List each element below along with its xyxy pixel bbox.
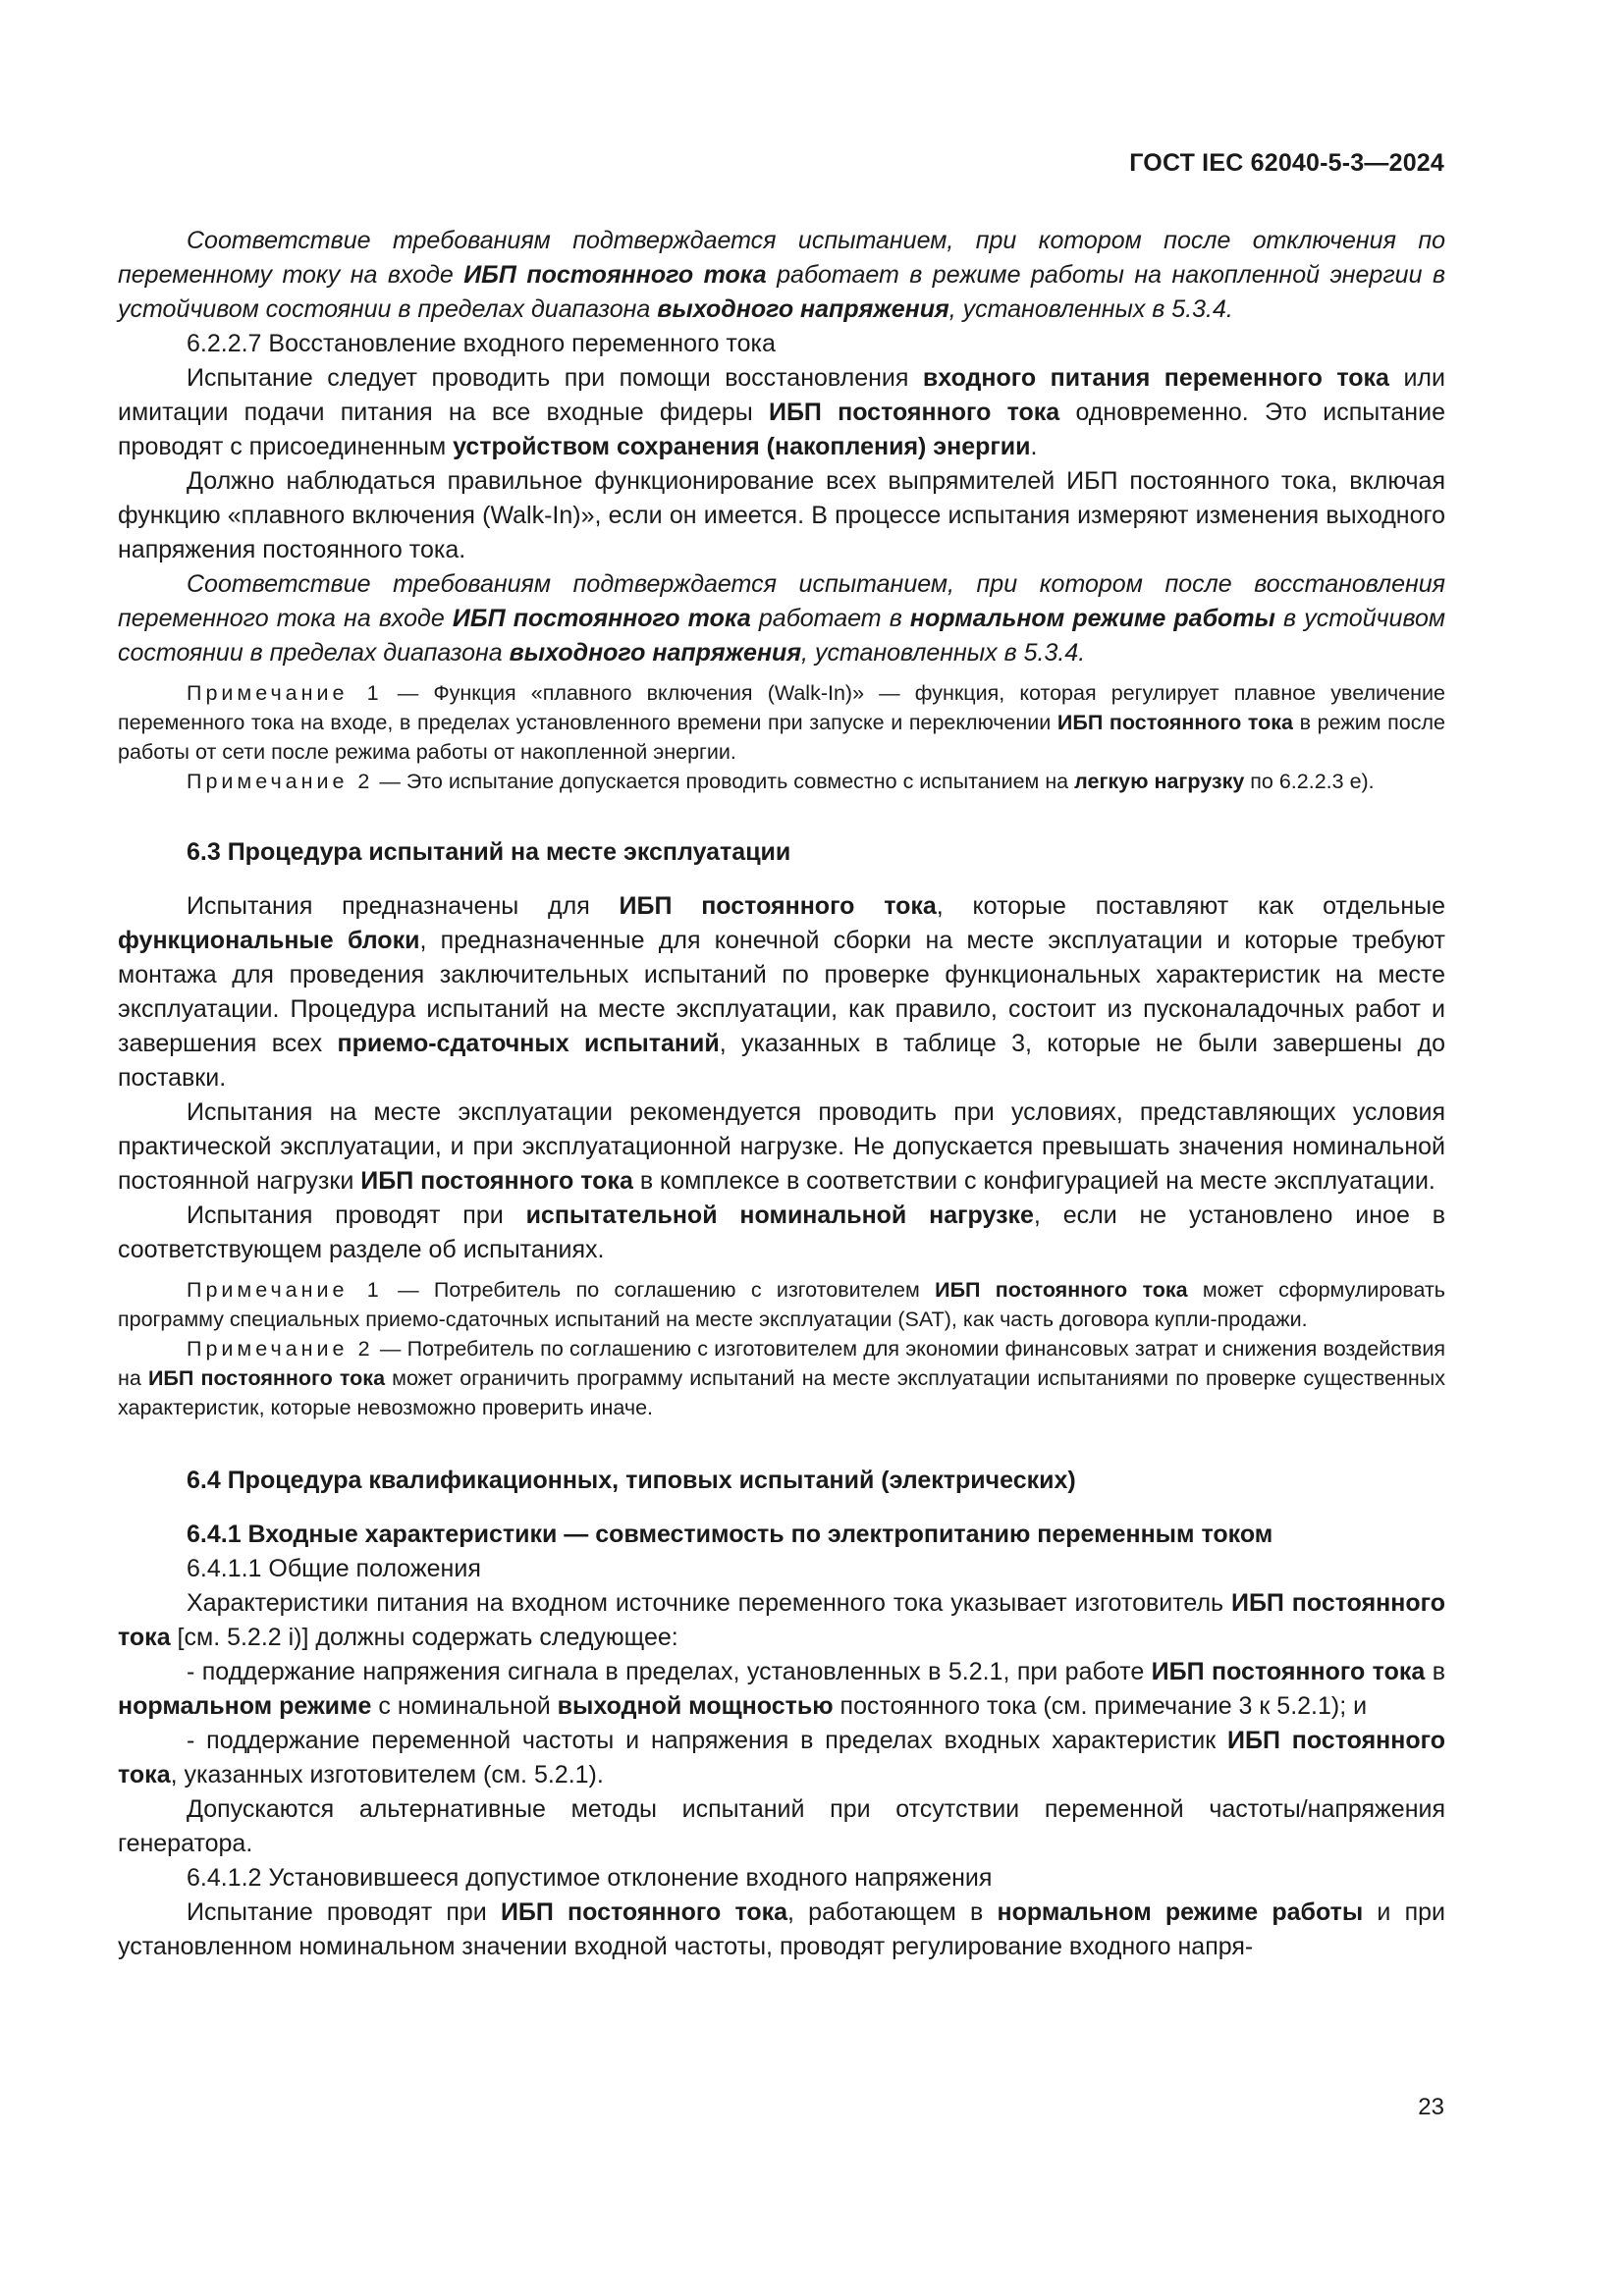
subsection-title-6-4-1-2: 6.4.1.2 Установившееся допустимое отклонение входного напряжения [187,1864,993,1892]
page-number: 23 [1418,2094,1444,2120]
paragraph-641-1: Характеристики питания на входном источнике переменного тока указывает изготовитель ИБП постоянного тока [см. 5.2.2 i)] должны содержать следующее: [118,1589,1445,1651]
list-item-641-1: - поддержание напряжения сигнала в пределах, установленных в 5.2.1, при работе ИБП постоянного тока в нормальном режиме с номинальной выходной мощностью постоянного тока (см. примечание 3 к 5.2.1); и [118,1658,1445,1720]
paragraph-63-1: Испытания предназначены для ИБП постоянного тока, которые поставляют как отдельные функциональные блоки, предназначенные для конечной сборки на месте эксплуатации и которые требуют монтажа для проведения заключительных испытаний по проверке функциональных характеристик на месте эксплуатации. Процедура испытаний на месте эксплуатации, как правило, состоит из пусконаладочных работ и завершения всех приемо-сдаточных испытаний, указанных в таблице 3, которые не были завершены до поставки. [118,892,1445,1092]
paragraph-6227-2: Должно наблюдаться правильное функционирование всех выпрямителей ИБП постоянного тока, включая функцию «плавного включения (Walk-In)», если он имеется. В процессе испытания измеряют изменения выходного напряжения постоянного тока. [118,467,1445,563]
standard-header: ГОСТ IEC 62040-5-3—2024 [1129,149,1444,177]
subsection-title-6227: 6.2.2.7 Восстановление входного переменного тока [187,330,776,357]
compliance-paragraph-6227: Соответствие требованиям подтверждается испытанием, при котором после восстановления переменного тока на входе ИБП постоянного тока работает в нормальном режиме работы в устойчивом состоянии в пределах диапазона выходного напряжения, установленных в 5.3.4. [118,570,1445,667]
note-63-1: Примечание 1 — Потребитель по соглашению с изготовителем ИБП постоянного тока может сформулировать программу специальных приемо-сдаточных испытаний на месте эксплуатации (SAT), как часть договора купли-продажи. [118,1278,1446,1331]
subsection-title-6-4-1-1: 6.4.1.1 Общие положения [187,1555,481,1582]
note-63-2: Примечание 2 — Потребитель по соглашению с изготовителем для экономии финансовых затрат и снижения воздействия на ИБП постоянного тока может ограничить программу испытаний на месте эксплуатации испытаниями по проверке существенных характеристик, которые невозможно проверить иначе. [118,1337,1445,1419]
paragraph-6412-1: Испытание проводят при ИБП постоянного тока, работающем в нормальном режиме работы и при установленном номинальном значении входной частоты, проводят регулирование входного напря- [118,1898,1445,1960]
paragraph-641-2: Допускаются альтернативные методы испытаний при отсутствии переменной частоты/напряжения генератора. [118,1795,1445,1857]
subsection-title-6-4-1: 6.4.1 Входные характеристики — совместимость по электропитанию переменным током [187,1521,1273,1548]
page-content [118,224,1445,1964]
paragraph-6227-1: Испытание следует проводить при помощи восстановления входного питания переменного тока или имитации подачи питания на все входные фидеры ИБП постоянного тока одновременно. Это испытание проводят с присоединенным устройством сохранения (накопления) энергии. [118,364,1445,460]
section-title-6-3: 6.3 Процедура испытаний на месте эксплуатации [187,838,791,866]
note-6227-1: Примечание 1 — Функция «плавного включения (Walk-In)» — функция, которая регулирует плавное увеличение переменного тока на входе, в пределах установленного времени при запуске и переключении ИБП постоянного тока в режим после работы от сети после режима работы от накопленной энергии. [118,681,1445,764]
paragraph-63-3: Испытания проводят при испытательной номинальной нагрузке, если не установлено иное в соответствующем разделе об испытаниях. [118,1201,1445,1263]
paragraph-63-2: Испытания на месте эксплуатации рекомендуется проводить при условиях, представляющих условия практической эксплуатации, и при эксплуатационной нагрузке. Не допускается превышать значения номинальной постоянной нагрузки ИБП постоянного тока в комплексе в соответствии с конфигурацией на месте эксплуатации. [118,1098,1445,1195]
note-6227-2: Примечание 2 — Это испытание допускается проводить совместно с испытанием на легкую нагрузку по 6.2.2.3 е). [187,770,1375,793]
section-title-6-4: 6.4 Процедура квалификационных, типовых испытаний (электрических) [187,1467,1076,1494]
list-item-641-2: - поддержание переменной частоты и напряжения в пределах входных характеристик ИБП постоянного тока, указанных изготовителем (см. 5.2.1). [118,1727,1445,1789]
compliance-paragraph-6226: Соответствие требованиям подтверждается испытанием, при котором после отключения по переменному току на входе ИБП постоянного тока работает в режиме работы на накопленной энергии в устойчивом состоянии в пределах диапазона выходного напряжения, установленных в 5.3.4. [118,227,1445,323]
